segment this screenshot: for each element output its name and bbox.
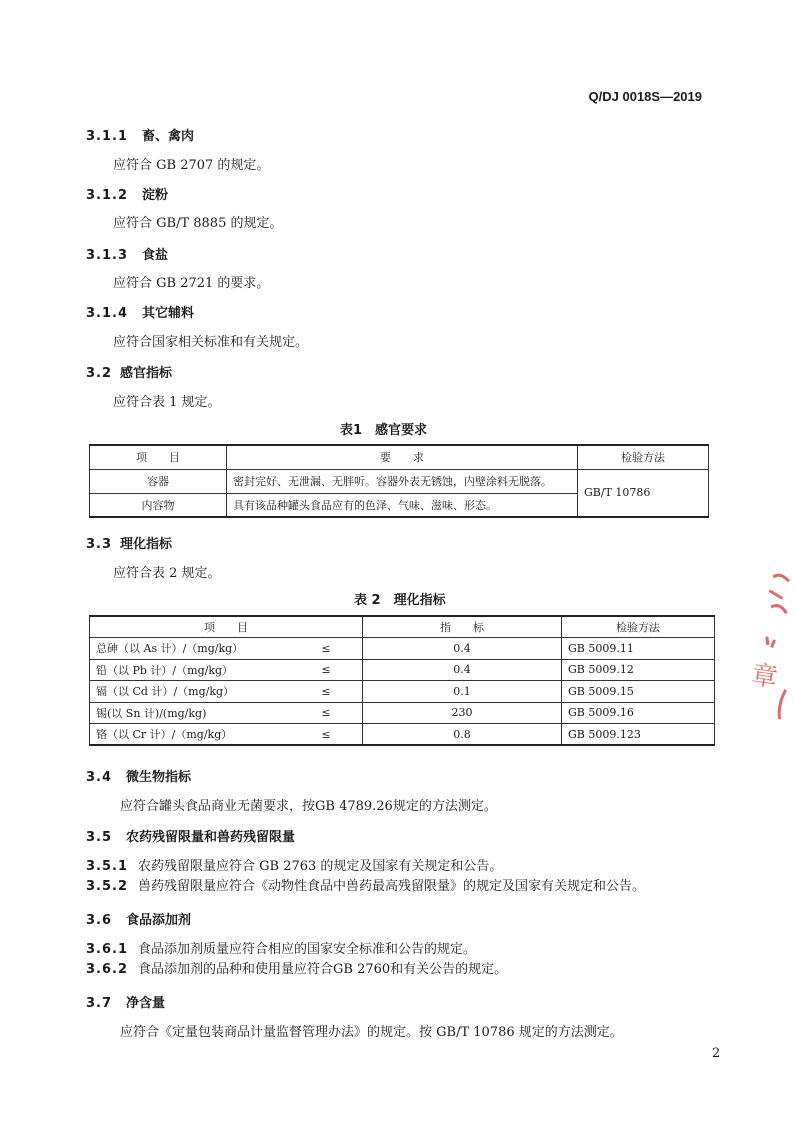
paragraph-3-7: 应符合《定量包装商品计量监督管理办法》的规定。按 GB/T 10786 规定的方法测定。 <box>120 1025 623 1040</box>
heading-3-1-2: 3.1.2 淀粉 <box>86 188 169 203</box>
heading-3-2: 3.2 感官指标 <box>86 366 173 381</box>
table2-cell-method: GB 5009.12 <box>562 659 715 681</box>
table2-cell-item: 镉（以 Cd 计）/（mg/kg） <box>90 681 291 703</box>
seal-character: 章 <box>749 660 780 694</box>
table-physicochemical-indicators <box>89 615 715 746</box>
table2-cell-item: 总砷（以 As 计）/（mg/kg） <box>90 638 291 660</box>
table1-cell-requirement: 密封完好、无泄漏、无胖听。容器外表无锈蚀，内壁涂料无脱落。 <box>227 469 578 493</box>
table2-cell-method: GB 5009.15 <box>562 681 715 703</box>
heading-3-4: 3.4 微生物指标 <box>86 770 192 785</box>
table-row <box>90 702 715 724</box>
paragraph-3-1-2: 应符合 GB/T 8885 的规定。 <box>113 216 283 231</box>
table2-cell-operator: ≤ <box>290 659 363 681</box>
heading-3-1-4: 3.1.4 其它辅料 <box>86 306 195 321</box>
table2-cell-value: 0.8 <box>363 724 562 746</box>
table2-cell-operator: ≤ <box>290 638 363 660</box>
table2-cell-operator: ≤ <box>290 724 363 746</box>
table-row <box>90 638 715 660</box>
table2-caption: 表 2 理化指标 <box>354 593 446 608</box>
table1-header-method: 检验方法 <box>578 445 709 469</box>
table1-cell-method: GB/T 10786 <box>578 469 709 517</box>
heading-3-1-3: 3.1.3 食盐 <box>86 248 169 263</box>
paragraph-3-4: 应符合罐头食品商业无菌要求，按GB 4789.26规定的方法测定。 <box>120 799 497 814</box>
table-sensory-requirements <box>89 444 709 518</box>
paragraph-3-5-2: 3.5.2 兽药残留限量应符合《动物性食品中兽药最高残留限量》的规定及国家有关规定和公告。 <box>86 879 646 894</box>
table1-header-item: 项 目 <box>90 445 227 469</box>
table2-cell-item: 锡(以 Sn 计)/(mg/kg) <box>90 702 291 724</box>
table2-cell-item: 铅（以 Pb 计）/（mg/kg） <box>90 659 291 681</box>
paragraph-3-6-2: 3.6.2 食品添加剂的品种和使用量应符合GB 2760和有关公告的规定。 <box>86 962 508 977</box>
table1-cell-requirement: 具有该品种罐头食品应有的色泽、气味、滋味、形态。 <box>227 493 578 517</box>
table2-cell-value: 0.1 <box>363 681 562 703</box>
heading-3-7: 3.7 净含量 <box>86 996 166 1011</box>
table2-cell-value: 230 <box>363 702 562 724</box>
page-number: 2 <box>712 1046 721 1061</box>
table2-cell-item: 铬（以 Cr 计）/（mg/kg） <box>90 724 291 746</box>
table1-header-requirement: 要 求 <box>227 445 578 469</box>
table2-cell-value: 0.4 <box>363 659 562 681</box>
table2-cell-method: GB 5009.123 <box>562 724 715 746</box>
paragraph-3-1-1: 应符合 GB 2707 的规定。 <box>113 158 270 173</box>
official-seal-fragment <box>750 567 794 724</box>
table2-cell-operator: ≤ <box>290 702 363 724</box>
table2-cell-value: 0.4 <box>363 638 562 660</box>
table2-cell-method: GB 5009.16 <box>562 702 715 724</box>
heading-3-3: 3.3 理化指标 <box>86 537 173 552</box>
heading-3-5: 3.5 农药残留限量和兽药残留限量 <box>86 830 296 845</box>
table2-header-item: 项 目 <box>90 616 363 638</box>
heading-3-1-1: 3.1.1 畜、禽肉 <box>86 129 195 144</box>
paragraph-3-1-3: 应符合 GB 2721 的要求。 <box>113 276 270 291</box>
table2-header-method: 检验方法 <box>562 616 715 638</box>
heading-3-6: 3.6 食品添加剂 <box>86 913 192 928</box>
table-row <box>90 469 709 493</box>
table2-cell-operator: ≤ <box>290 681 363 703</box>
paragraph-3-3: 应符合表 2 规定。 <box>113 566 221 581</box>
document-code: Q/DJ 0018S—2019 <box>588 89 702 104</box>
paragraph-3-5-1: 3.5.1 农药残留限量应符合 GB 2763 的规定及国家有关规定和公告。 <box>86 859 503 874</box>
paragraph-3-6-1: 3.6.1 食品添加剂质量应符合相应的国家安全标准和公告的规定。 <box>86 942 477 957</box>
table1-caption: 表1 感官要求 <box>340 423 428 438</box>
table1-cell-item: 内容物 <box>90 493 227 517</box>
table-row <box>90 659 715 681</box>
table1-cell-item: 容器 <box>90 469 227 493</box>
table-row <box>90 681 715 703</box>
table-row <box>90 724 715 746</box>
table2-header-indicator: 指 标 <box>363 616 562 638</box>
paragraph-3-2: 应符合表 1 规定。 <box>113 395 221 410</box>
table2-cell-method: GB 5009.11 <box>562 638 715 660</box>
paragraph-3-1-4: 应符合国家相关标准和有关规定。 <box>113 335 309 350</box>
